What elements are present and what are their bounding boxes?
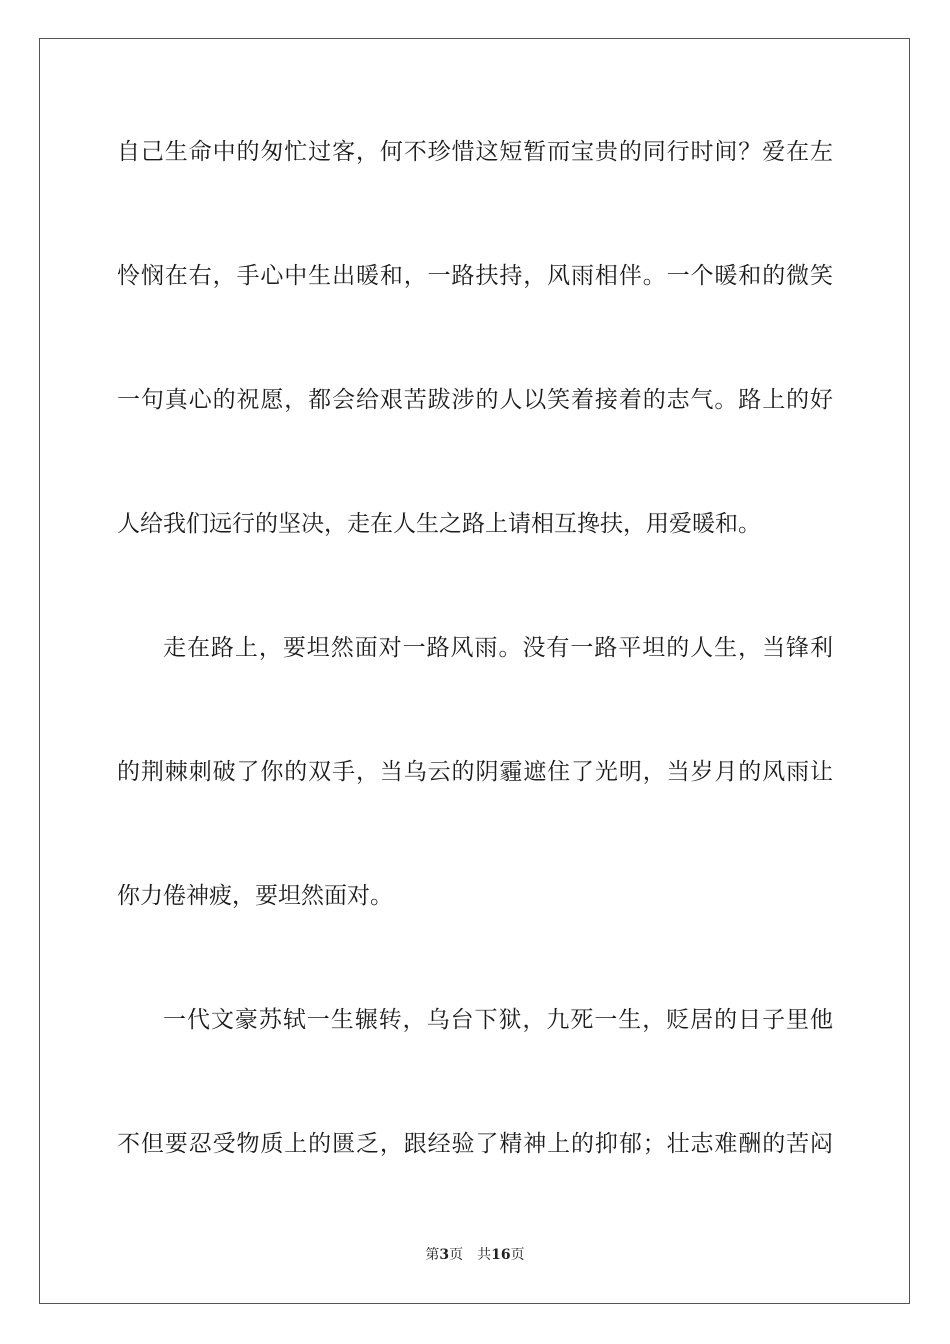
total-pages: 16: [491, 1247, 511, 1263]
total-prefix: 共: [477, 1247, 492, 1263]
text-line-4: 人给我们远行的坚决，走在人生之路上请相互搀扶，用爱暖和。: [117, 511, 761, 537]
page-border: [39, 38, 910, 1304]
text-line-3: 一句真心的祝愿，都会给艰苦跋涉的人以笑着接着的志气。路上的好: [117, 387, 833, 413]
page-footer: [0, 1245, 950, 1265]
page-suffix: 页: [449, 1247, 464, 1263]
page-prefix: 第: [425, 1247, 440, 1263]
text-line-7: 你力倦神疲，要坦然面对。: [117, 883, 393, 909]
total-suffix: 页: [510, 1247, 525, 1263]
text-line-2: 怜悯在右，手心中生出暖和，一路扶持，风雨相伴。一个暖和的微笑: [117, 263, 833, 289]
text-line-1: 自己生命中的匆忙过客，何不珍惜这短暂而宝贵的同行时间？爱在左: [117, 139, 833, 165]
text-line-5: 走在路上，要坦然面对一路风雨。没有一路平坦的人生，当锋利: [163, 635, 833, 661]
text-line-9: 不但要忍受物质上的匮乏，跟经验了精神上的抑郁；壮志难酬的苦闷: [117, 1131, 833, 1157]
text-line-6: 的荆棘刺破了你的双手，当乌云的阴霾遮住了光明，当岁月的风雨让: [117, 759, 833, 785]
text-line-8: 一代文豪苏轼一生辗转，乌台下狱，九死一生，贬居的日子里他: [163, 1007, 833, 1033]
page-number: 3: [439, 1247, 450, 1263]
